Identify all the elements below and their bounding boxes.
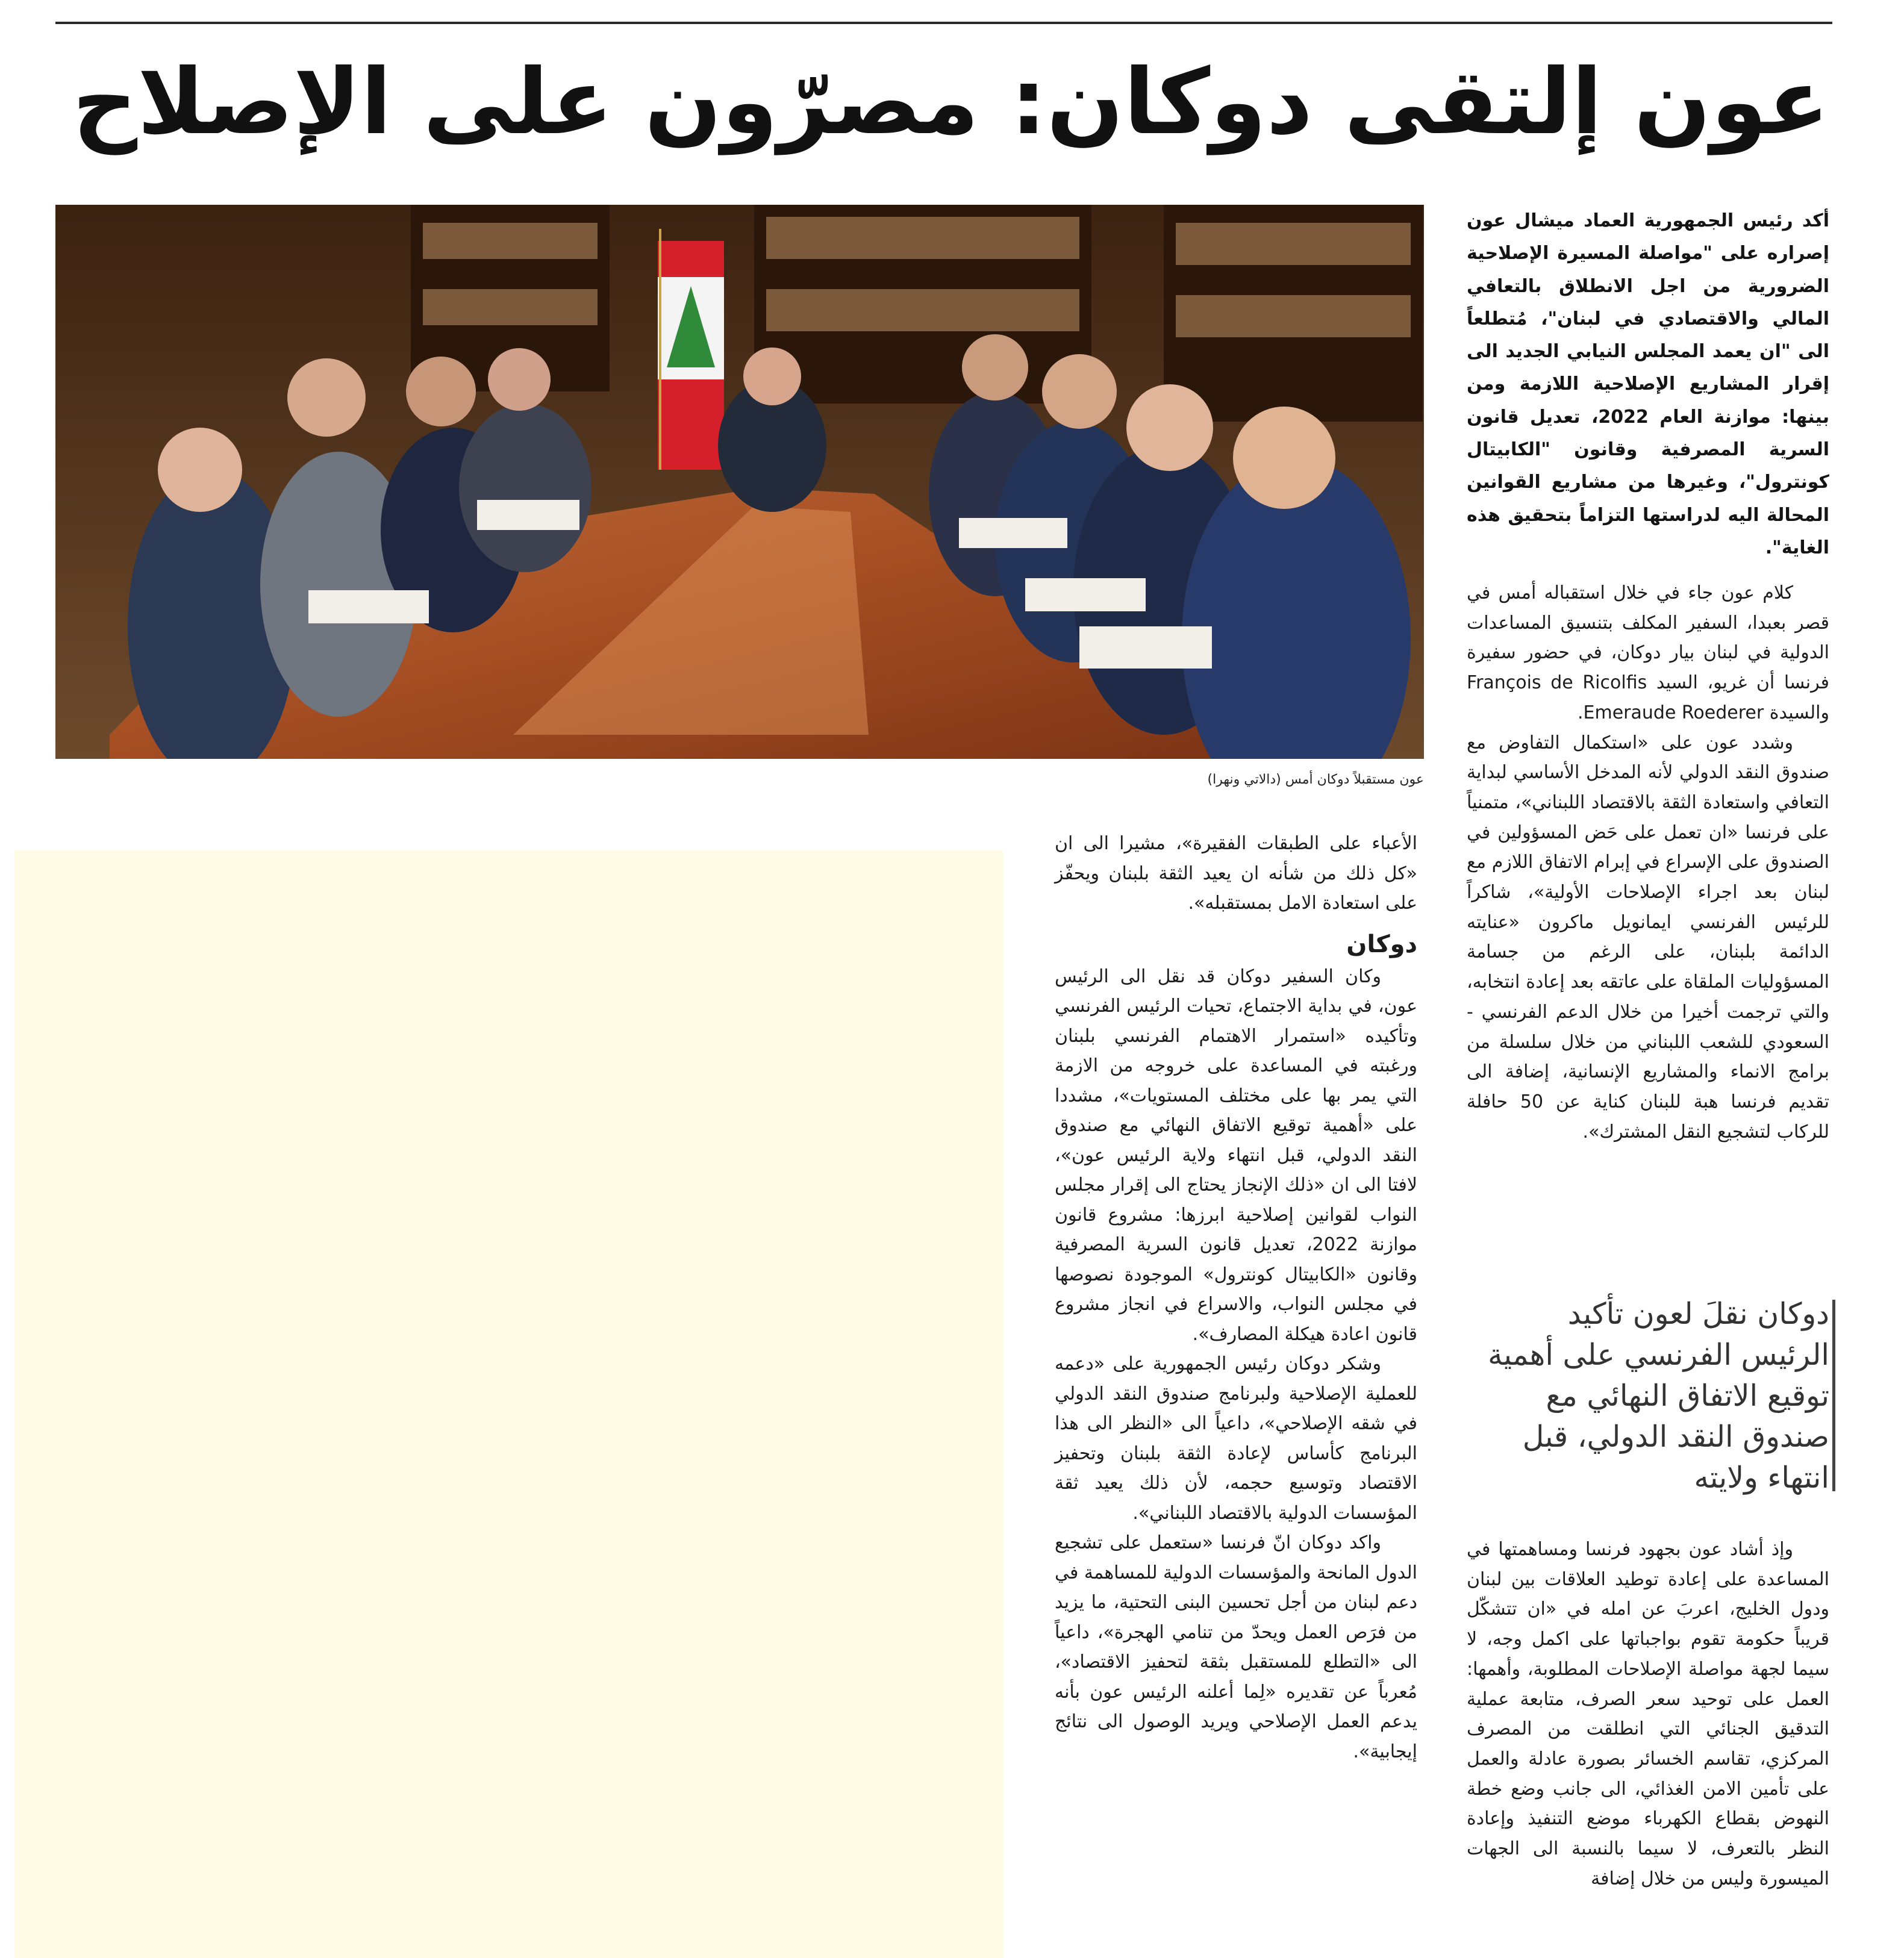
paragraph: وكان السفير دوكان قد نقل الى الرئيس عون، في بداية الاجتماع، تحيات الرئيس الفرنسي وتأكيده «استمرار الاهتمام الفرنسي بلبنان ورغبته في المساعدة على خروجه من الازمة التي يمر بها على مختلف المستويات»، مشددا على «أهمية توقيع الاتفاق النهائي مع صندوق النقد الدولي، قبل انتهاء ولاية الرئيس عون»، لافتا الى ان «ذلك الإنجاز يحتاج الى إقرار مجلس النواب لقوانين إصلاحية ابرزها: مشروع قانون موازنة 2022، تعديل قانون السرية المصرفية وقانون «الكابيتال كونترول» الموجودة نصوصها في مجلس النواب، والاسراع في انجاز مشروع قانون اعادة هيكلة المصارف». [1055, 965, 1417, 1345]
pull-quote-bar [1832, 1300, 1835, 1491]
meeting-photo [55, 205, 1424, 759]
subhead: دوكان [1346, 930, 1417, 958]
lebanese-flag [658, 229, 724, 470]
headline: عون إلتقى دوكان: مصرّون على الإصلاح [72, 50, 1829, 155]
photo-caption: عون مستقبلاً دوكان أمس (دالاتي ونهرا) [1207, 772, 1424, 787]
middle-column-body [1055, 829, 1417, 1766]
pull-quote: دوكان نقلَ لعون تأكيد الرئيس الفرنسي على أهمية توقيع الاتفاق النهائي مع صندوق النقد الدولي، قبل انتهاء ولايته [1488, 1297, 1829, 1495]
lead-paragraph [1467, 205, 1829, 564]
right-column-lower-body [1467, 1535, 1829, 1894]
top-rule [55, 22, 1832, 24]
paragraph: واكد دوكان انّ فرنسا «ستعمل على تشجيع الدول المانحة والمؤسسات الدولية للمساهمة في دعم لبنان من أجل تحسين البنى التحتية، ما يزيد من فرَص العمل ويحدّ من تنامي الهجرة»، داعياً الى «التطلع للمستقبل بثقة لتحفيز الاقتصاد»، مُعرباً عن تقديره «لِما أعلنه الرئيس عون بأنه يدعم العمل الإصلاحي ويريد الوصول الى نتائج إيجابية». [1055, 1532, 1417, 1762]
advertisement-space [14, 850, 1003, 1958]
bookshelves [411, 205, 1423, 422]
paragraph: وشكر دوكان رئيس الجمهورية على «دعمه للعملية الإصلاحية ولبرنامج صندوق النقد الدولي في شقه الإصلاحي»، داعياً الى «النظر الى هذا البرنامج كأساس لإعادة الثقة بلبنان وتحفيز الاقتصاد وتوسيع حجمه، لأن ذلك يعيد ثقة المؤسسات الدولية بالاقتصاد اللبناني». [1055, 1353, 1417, 1524]
paragraph: وشدد عون على «استكمال التفاوض مع صندوق النقد الدولي لأنه المدخل الأساسي لبداية التعافي واستعادة الثقة بالاقتصاد اللبناني»، متمنياً على فرنسا «ان تعمل على حَض المسؤولين في الصندوق على الإسراع في إبرام الاتفاق اللازم مع لبنان بعد اجراء الإصلاحات الأولية»، شاكراً للرئيس الفرنسي ايمانويل ماكرون «عنايته الدائمة بلبنان، على الرغم من جسامة المسؤوليات الملقاة على عاتقه بعد إعادة انتخابه، والتي ترجمت أخيرا من خلال الدعم الفرنسي - السعودي للشعب اللبناني من خلال سلسلة من برامج الانماء والمشاريع الإنسانية، إضافة الى تقديم فرنسا هبة للبنان كناية عن 50 حافلة للركاب لتشجيع النقل المشترك». [1467, 732, 1830, 1143]
lead-text: أكد رئيس الجمهورية العماد ميشال عون إصراره على "مواصلة المسيرة الإصلاحية الضرورية من اجل الانطلاق بالتعافي المالي والاقتصادي في لبنان"، مُتطلعاً الى "ان يعمد المجلس النيابي الجديد الى إقرار المشاريع الإصلاحية اللازمة ومن بينها: موازنة العام 2022، تعديل قانون السرية المصرفية وقانون "الكابيتال كونترول"، وغيرها من مشاريع القوانين المحالة اليه لدراستها التزاماً بتحقيق هذه الغاية". [1467, 210, 1829, 558]
paragraph: وإذ أشاد عون بجهود فرنسا ومساهمتها في المساعدة على إعادة توطيد العلاقات بين لبنان ودول الخليج، اعربَ عن امله في «ان تتشكّل قريباً حكومة تقوم بواجباتها على اكمل وجه، لا سيما لجهة مواصلة الإصلاحات المطلوبة، وأهمها: العمل على توحيد سعر الصرف، متابعة عملية التدقيق الجنائي التي انطلقت من المصرف المركزي، تقاسم الخسائر بصورة عادلة والعمل على تأمين الامن الغذائي، الى جانب وضع خطة النهوض بقطاع الكهرباء موضع التنفيذ وإعادة النظر بالتعرف، لا سيما بالنسبة الى الجهات الميسورة وليس من خلال إضافة [1467, 1539, 1829, 1889]
paragraph: كلام عون جاء في خلال استقباله أمس في قصر بعبدا، السفير المكلف بتنسيق المساعدات الدولية في لبنان بيار دوكان، في حضور سفيرة فرنسا أن غريو، السيد François de Ricolfis والسيدة Emeraude Roederer. [1467, 582, 1829, 723]
right-column-body [1467, 578, 1829, 1147]
paragraph: الأعباء على الطبقات الفقيرة»، مشيرا الى ان «كل ذلك من شأنه ان يعيد الثقة بلبنان ويحفّز على استعادة الامل بمستقبله». [1055, 833, 1417, 914]
